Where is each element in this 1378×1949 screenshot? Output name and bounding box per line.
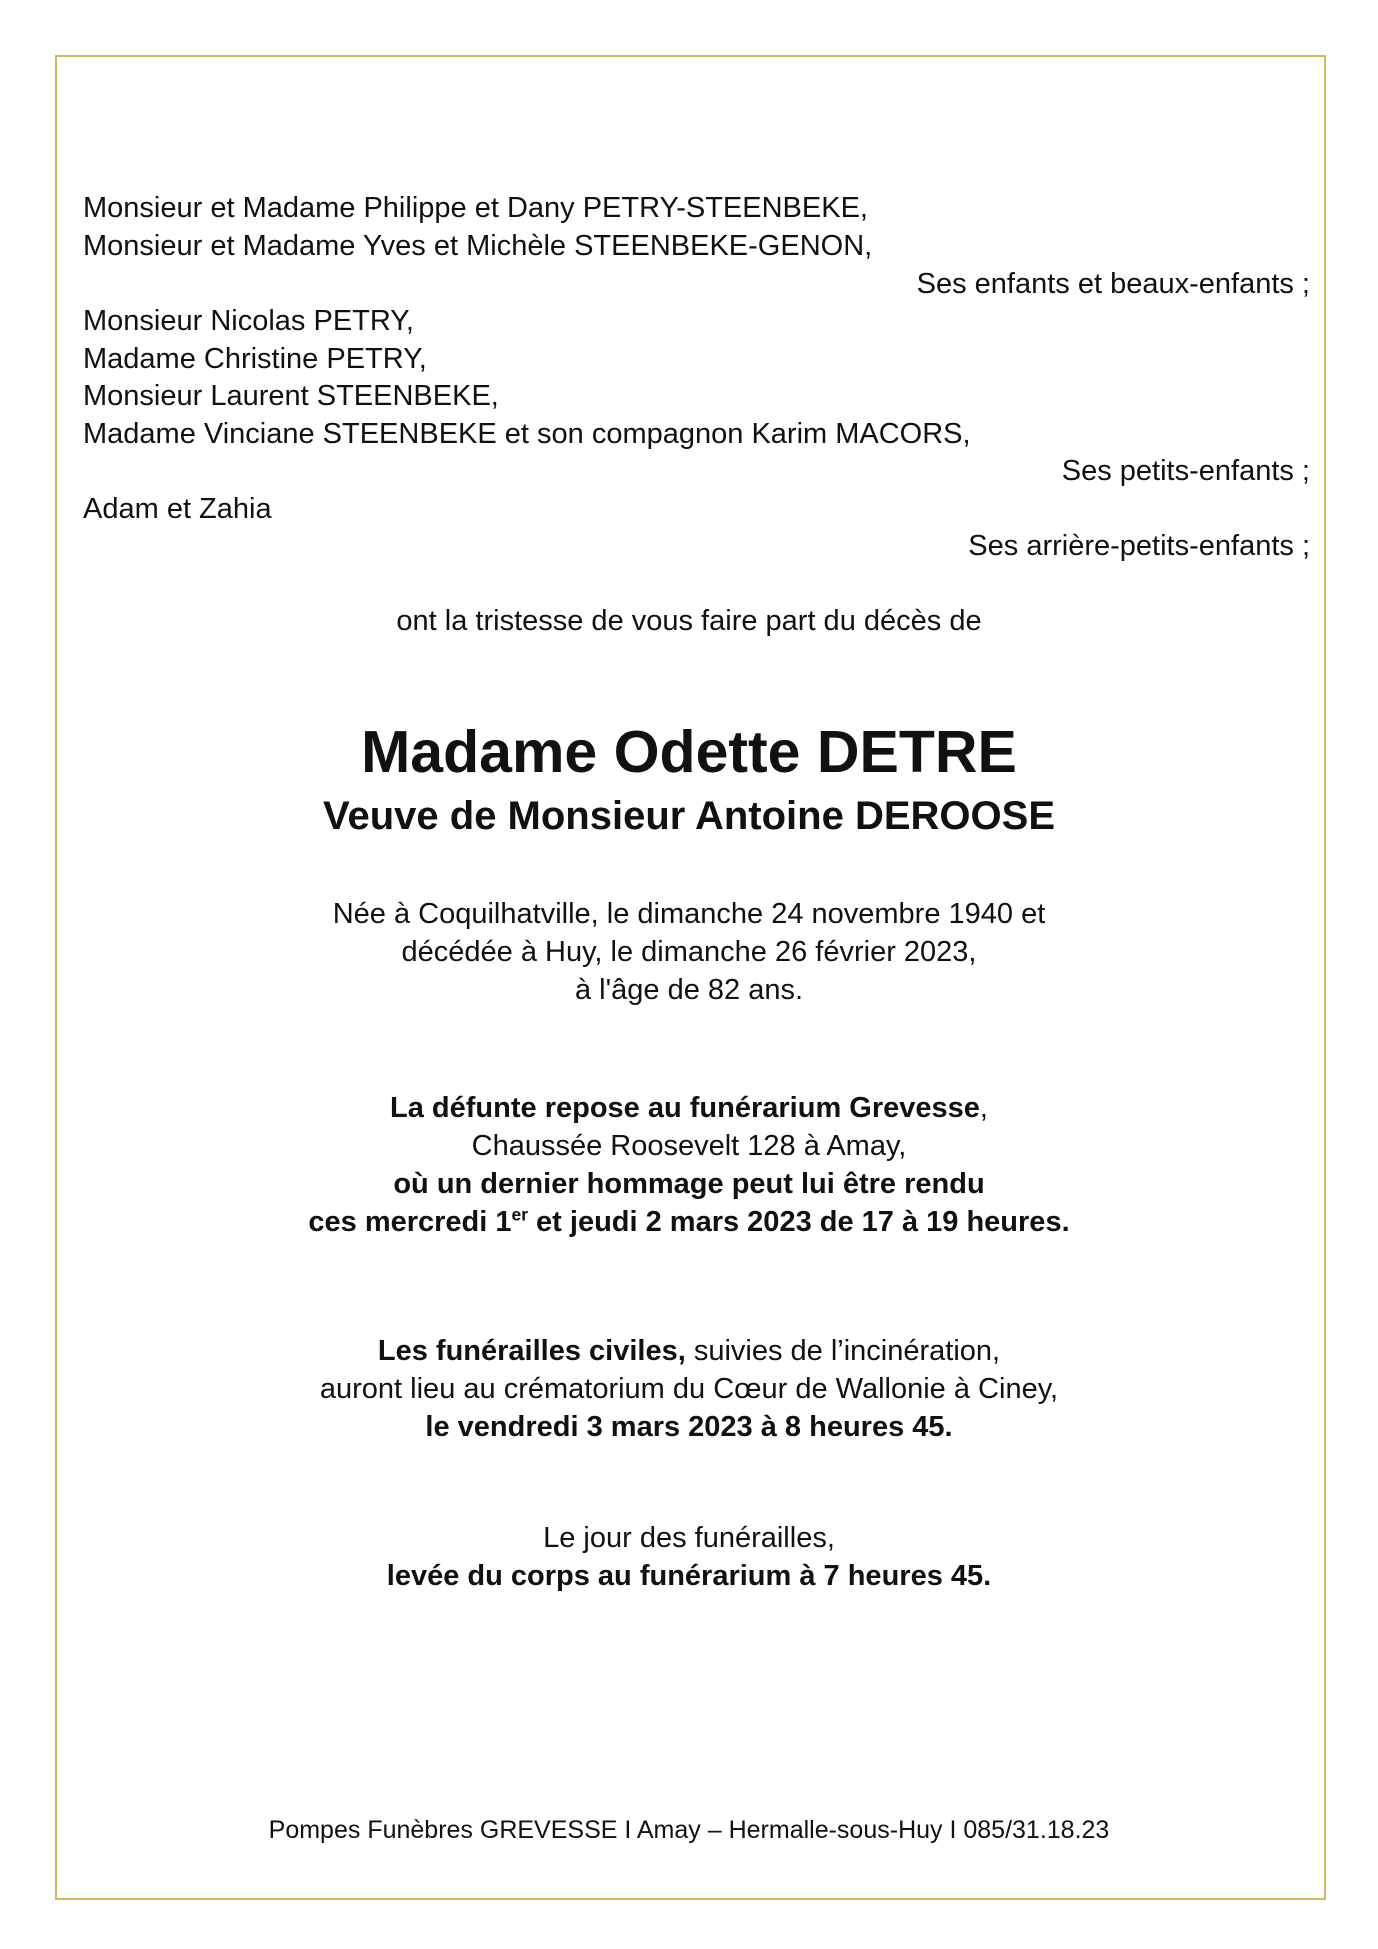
death-line: décédée à Huy, le dimanche 26 février 2023, xyxy=(401,936,977,968)
family-grandchild-3: Monsieur Laurent STEENBEKE, xyxy=(83,380,499,412)
family-grandchild-2: Madame Christine PETRY, xyxy=(83,343,427,375)
funeral-home-footer: Pompes Funèbres GREVESSE I Amay – Hermalle-sous-Huy I 085/31.18.23 xyxy=(268,1816,1110,1844)
announcement-text: ont la tristesse de vous faire part du décès de xyxy=(396,605,982,637)
departure-time: levée du corps au funérarium à 7 heures 45. xyxy=(386,1560,992,1592)
deceased-name: Madame Odette DETRE xyxy=(361,719,1017,785)
visitation-dates xyxy=(0,1204,1378,1240)
funeral-date: le vendredi 3 mars 2023 à 8 heures 45. xyxy=(425,1411,953,1443)
family-grandchild-1: Monsieur Nicolas PETRY, xyxy=(83,305,414,337)
family-child-1: Monsieur et Madame Philippe et Dany PETRY-STEENBEKE, xyxy=(83,192,868,224)
family-child-2: Monsieur et Madame Yves et Michèle STEENBEKE-GENON, xyxy=(83,230,873,262)
visitation-dates-sup: er xyxy=(511,1204,528,1225)
departure-intro: Le jour des funérailles, xyxy=(543,1522,835,1554)
funeral-line-1 xyxy=(0,1333,1378,1369)
great-grandchildren-label: Ses arrière-petits-enfants ; xyxy=(968,530,1310,562)
family-great-grandchildren: Adam et Zahia xyxy=(83,493,272,525)
funeral-type: Les funérailles civiles, xyxy=(377,1335,686,1367)
age-line: à l'âge de 82 ans. xyxy=(574,974,804,1006)
visitation-line-1 xyxy=(0,1090,1378,1126)
grandchildren-label: Ses petits-enfants ; xyxy=(1061,455,1310,487)
visitation-address: Chaussée Roosevelt 128 à Amay, xyxy=(471,1130,907,1162)
family-grandchild-4: Madame Vinciane STEENBEKE et son compagnon Karim MACORS, xyxy=(83,418,971,450)
visitation-comma: , xyxy=(979,1092,988,1124)
funeral-cremation: suivies de l’incinération, xyxy=(685,1335,1001,1367)
funeral-place: auront lieu au crématorium du Cœur de Wallonie à Ciney, xyxy=(319,1373,1059,1405)
widow-of: Veuve de Monsieur Antoine DEROOSE xyxy=(323,794,1055,838)
visitation-homage: où un dernier hommage peut lui être rendu xyxy=(393,1168,985,1200)
visitation-place: La défunte repose au funérarium Grevesse xyxy=(390,1092,980,1124)
visitation-dates-b: et jeudi 2 mars 2023 de 17 à 19 heures. xyxy=(527,1206,1070,1238)
birth-line: Née à Coquilhatville, le dimanche 24 novembre 1940 et xyxy=(332,898,1046,930)
visitation-dates-a: ces mercredi 1 xyxy=(308,1206,512,1238)
children-label: Ses enfants et beaux-enfants ; xyxy=(916,268,1310,300)
